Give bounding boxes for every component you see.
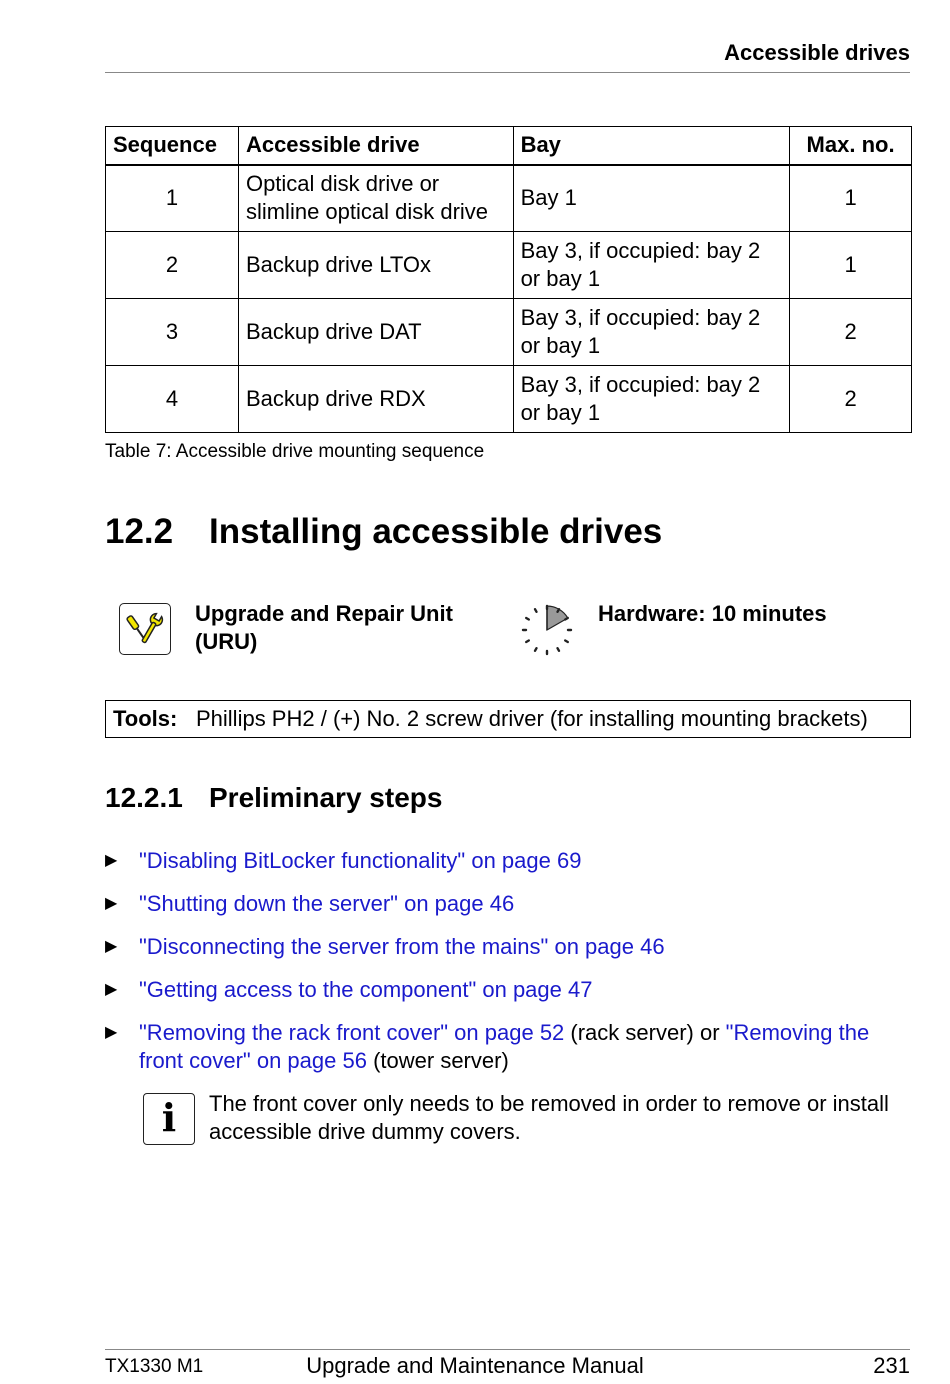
page-number: 231: [873, 1353, 910, 1378]
step-link-bitlocker[interactable]: "Disabling BitLocker functionality" on page 69: [139, 848, 582, 873]
cell-bay-line2: or bay 1: [520, 333, 601, 358]
step-link-front-cover[interactable]: "Removing the front cover" on page 56: [139, 1020, 870, 1073]
info-note: The front cover only needs to be removed in order to remove or install accessible drive dummy covers.: [209, 1091, 889, 1144]
section-heading: [105, 512, 662, 552]
subsection-heading: [105, 782, 442, 814]
cell-bay: Bay 1: [513, 165, 790, 232]
cell-sequence: 3: [106, 299, 239, 366]
cell-drive: Backup drive RDX: [238, 366, 513, 433]
tools-box: [105, 700, 911, 738]
section-number: 12.2: [105, 512, 174, 551]
wrench-screwdriver-icon: [119, 603, 171, 655]
running-header: Accessible drives: [724, 40, 910, 65]
footer-manual-title: Upgrade and Maintenance Manual: [306, 1353, 644, 1378]
table-caption: Table 7: Accessible drive mounting sequence: [105, 441, 485, 462]
triangle-bullet-icon: ▶: [105, 852, 118, 869]
step-text: (rack server) or: [564, 1020, 726, 1045]
cell-drive: [238, 165, 513, 232]
triangle-bullet-icon: ▶: [105, 1024, 118, 1041]
triangle-bullet-icon: ▶: [105, 938, 118, 955]
triangle-bullet-icon: ▶: [105, 981, 118, 998]
step-text: (tower server): [366, 1048, 509, 1073]
cell-sequence: 1: [106, 165, 239, 232]
table-row: [106, 165, 912, 232]
tools-value: Phillips PH2 / (+) No. 2 screw driver (for installing mounting brackets): [196, 706, 868, 731]
cell-sequence: 2: [106, 232, 239, 299]
subsection-number: 12.2.1: [105, 782, 183, 813]
mounting-sequence-table: [105, 126, 912, 433]
cell-max: 1: [790, 232, 912, 299]
cell-drive: Backup drive DAT: [238, 299, 513, 366]
table-row: [106, 232, 912, 299]
uru-label-line1: Upgrade and Repair Unit: [195, 601, 453, 626]
cell-bay-line1: Bay 3, if occupied: bay 2: [520, 305, 761, 330]
cell-max: 2: [790, 299, 912, 366]
cell-drive: Backup drive LTOx: [238, 232, 513, 299]
tools-label: Tools:: [113, 706, 178, 731]
triangle-bullet-icon: ▶: [105, 895, 118, 912]
column-header-bay: Bay: [513, 127, 790, 165]
table-header-row: [106, 127, 912, 165]
footer-divider: [105, 1349, 910, 1350]
column-header-max: Max. no.: [790, 127, 912, 165]
cell-max: 1: [790, 165, 912, 232]
column-header-drive: Accessible drive: [238, 127, 513, 165]
cell-bay: [513, 232, 790, 299]
table-row: [106, 299, 912, 366]
cell-drive-line2: slimline optical disk drive: [245, 199, 489, 225]
subsection-title: Preliminary steps: [209, 782, 443, 813]
column-header-sequence: Sequence: [106, 127, 239, 165]
section-title: Installing accessible drives: [209, 512, 663, 551]
cell-sequence: 4: [106, 366, 239, 433]
step-link-disconnect[interactable]: "Disconnecting the server from the mains" on page 46: [139, 934, 665, 959]
step-link-shutdown[interactable]: "Shutting down the server" on page 46: [139, 891, 515, 916]
hardware-time-label: Hardware: 10 minutes: [598, 601, 827, 626]
cell-bay-line1: Bay 3, if occupied: bay 2: [520, 372, 761, 397]
step-link-access[interactable]: "Getting access to the component" on page 47: [139, 977, 593, 1002]
info-icon: i: [143, 1093, 195, 1145]
cell-bay: [513, 299, 790, 366]
step-link-rack-cover[interactable]: "Removing the rack front cover" on page 52: [139, 1020, 565, 1045]
header-divider: [105, 72, 910, 73]
table-row: [106, 366, 912, 433]
clock-icon: [519, 602, 575, 658]
cell-max: 2: [790, 366, 912, 433]
cell-bay-line2: or bay 1: [520, 400, 601, 425]
cell-drive-line1: Optical disk drive or: [245, 171, 440, 197]
cell-bay: [513, 366, 790, 433]
uru-label: [195, 600, 453, 656]
cell-bay-line2: or bay 1: [520, 266, 601, 291]
footer-model: TX1330 M1: [105, 1356, 204, 1377]
cell-bay-line1: Bay 3, if occupied: bay 2: [520, 238, 761, 263]
uru-label-line2: (URU): [195, 629, 258, 654]
